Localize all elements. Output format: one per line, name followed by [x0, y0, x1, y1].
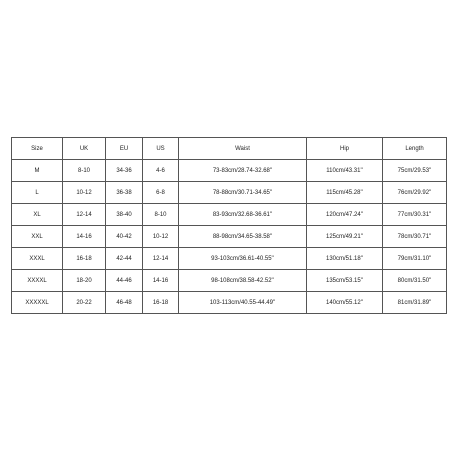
cell-uk: 16-18: [63, 248, 106, 270]
cell-waist: 98-108cm/38.58-42.52'': [179, 270, 307, 292]
cell-us: 8-10: [143, 204, 179, 226]
cell-uk: 10-12: [63, 182, 106, 204]
cell-us: 4-6: [143, 160, 179, 182]
header-row: [12, 138, 447, 160]
size-chart-table: [11, 137, 447, 314]
cell-eu: 34-36: [106, 160, 143, 182]
cell-hip: 120cm/47.24'': [307, 204, 383, 226]
cell-length: 80cm/31.50'': [383, 270, 447, 292]
cell-us: 10-12: [143, 226, 179, 248]
cell-length: 75cm/29.53'': [383, 160, 447, 182]
cell-size: XXXXXL: [12, 292, 63, 314]
table-row: [12, 292, 447, 314]
cell-size: XXXXL: [12, 270, 63, 292]
cell-waist: 103-113cm/40.55-44.49'': [179, 292, 307, 314]
cell-hip: 110cm/43.31'': [307, 160, 383, 182]
cell-hip: 135cm/53.15'': [307, 270, 383, 292]
cell-uk: 8-10: [63, 160, 106, 182]
cell-us: 12-14: [143, 248, 179, 270]
cell-size: L: [12, 182, 63, 204]
cell-length: 76cm/29.92'': [383, 182, 447, 204]
header-waist: Waist: [179, 138, 307, 160]
table-row: [12, 160, 447, 182]
cell-length: 77cm/30.31'': [383, 204, 447, 226]
cell-uk: 12-14: [63, 204, 106, 226]
cell-size: M: [12, 160, 63, 182]
cell-eu: 38-40: [106, 204, 143, 226]
table-row: [12, 226, 447, 248]
cell-eu: 42-44: [106, 248, 143, 270]
cell-waist: 93-103cm/36.61-40.55'': [179, 248, 307, 270]
cell-hip: 115cm/45.28'': [307, 182, 383, 204]
cell-us: 6-8: [143, 182, 179, 204]
cell-uk: 14-16: [63, 226, 106, 248]
cell-eu: 40-42: [106, 226, 143, 248]
cell-size: XXL: [12, 226, 63, 248]
table-row: [12, 204, 447, 226]
cell-waist: 78-88cm/30.71-34.65'': [179, 182, 307, 204]
cell-waist: 73-83cm/28.74-32.68'': [179, 160, 307, 182]
cell-eu: 44-46: [106, 270, 143, 292]
cell-size: XXXL: [12, 248, 63, 270]
cell-length: 81cm/31.89'': [383, 292, 447, 314]
cell-waist: 83-93cm/32.68-36.61'': [179, 204, 307, 226]
header-length: Length: [383, 138, 447, 160]
table-row: [12, 270, 447, 292]
cell-length: 78cm/30.71'': [383, 226, 447, 248]
cell-waist: 88-98cm/34.65-38.58'': [179, 226, 307, 248]
header-hip: Hip: [307, 138, 383, 160]
header-size: Size: [12, 138, 63, 160]
cell-eu: 36-38: [106, 182, 143, 204]
header-us: US: [143, 138, 179, 160]
cell-us: 14-16: [143, 270, 179, 292]
table-row: [12, 182, 447, 204]
cell-hip: 125cm/49.21'': [307, 226, 383, 248]
header-uk: UK: [63, 138, 106, 160]
cell-hip: 130cm/51.18'': [307, 248, 383, 270]
cell-size: XL: [12, 204, 63, 226]
cell-uk: 20-22: [63, 292, 106, 314]
cell-uk: 18-20: [63, 270, 106, 292]
cell-length: 79cm/31.10'': [383, 248, 447, 270]
table-row: [12, 248, 447, 270]
header-eu: EU: [106, 138, 143, 160]
cell-hip: 140cm/55.12'': [307, 292, 383, 314]
cell-us: 16-18: [143, 292, 179, 314]
cell-eu: 46-48: [106, 292, 143, 314]
